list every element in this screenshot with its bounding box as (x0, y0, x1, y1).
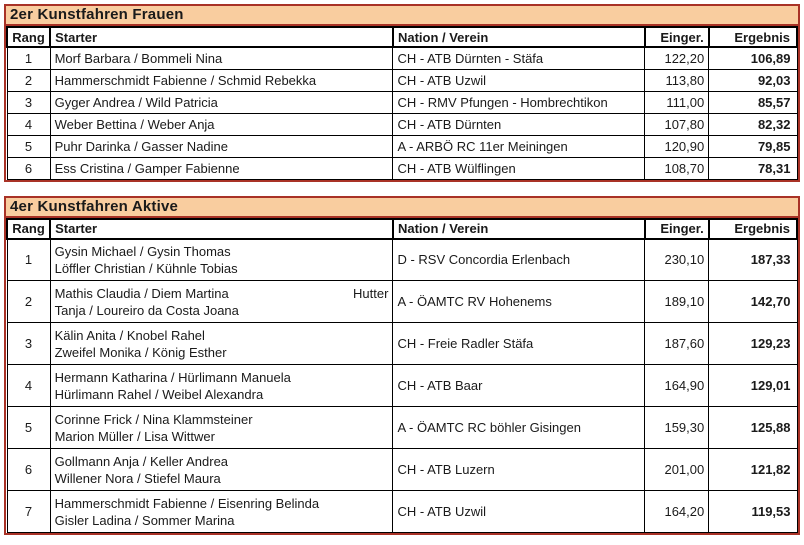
starter-cell (50, 239, 393, 281)
section-title: 4er Kunstfahren Aktive (10, 197, 179, 215)
nation-cell: CH - Freie Radler Stäfa (393, 323, 645, 365)
starter-line: Löffler Christian / Kühnle Tobias (54, 260, 238, 276)
col-header-nation: Nation / Verein (393, 219, 645, 239)
nation-cell: A - ARBÖ RC 11er Meiningen (393, 135, 645, 157)
nation-cell: CH - ATB Uzwil (393, 491, 645, 533)
rank-cell: 2 (7, 281, 50, 323)
entered-score-cell: 108,70 (645, 157, 709, 179)
starter-line: Hammerschmidt Fabienne / Schmid Rebekka (54, 72, 317, 88)
col-header-starter: Starter (50, 219, 393, 239)
rank-cell: 5 (7, 407, 50, 449)
table-row (7, 449, 797, 491)
rank-cell: 4 (7, 365, 50, 407)
result-score-cell: 106,89 (709, 47, 797, 69)
rank-cell: 3 (7, 91, 50, 113)
entered-score-cell: 113,80 (645, 69, 709, 91)
starter-line: Gyger Andrea / Wild Patricia (54, 94, 218, 110)
result-score-cell: 129,01 (709, 365, 797, 407)
entered-score-cell: 164,90 (645, 365, 709, 407)
nation-cell: A - ÖAMTC RC böhler Gisingen (393, 407, 645, 449)
starter-cell (50, 157, 393, 179)
table-row (7, 407, 797, 449)
nation-cell: CH - ATB Baar (393, 365, 645, 407)
entered-score-cell: 111,00 (645, 91, 709, 113)
starter-line: Corinne Frick / Nina Klammsteiner (54, 411, 253, 427)
section-title-bar (4, 196, 800, 218)
starter-line: Gysin Michael / Gysin Thomas (54, 243, 231, 259)
col-header-ergebnis: Ergebnis (709, 27, 797, 47)
results-table-4er-aktive (4, 196, 800, 536)
table-row (7, 239, 797, 281)
table-header-row (7, 219, 797, 239)
table-row (7, 47, 797, 69)
result-score-cell: 187,33 (709, 239, 797, 281)
nation-cell: CH - ATB Uzwil (393, 69, 645, 91)
starter-cell (50, 365, 393, 407)
results-grid (4, 26, 800, 182)
rank-cell: 2 (7, 69, 50, 91)
rank-cell: 5 (7, 135, 50, 157)
nation-cell: CH - ATB Dürnten - Stäfa (393, 47, 645, 69)
col-header-einger: Einger. (645, 219, 709, 239)
results-table (6, 218, 798, 534)
entered-score-cell: 159,30 (645, 407, 709, 449)
rank-cell: 1 (7, 239, 50, 281)
table-row (7, 113, 797, 135)
starter-line: Zweifel Monika / König Esther (54, 344, 227, 360)
table-row (7, 491, 797, 533)
entered-score-cell: 107,80 (645, 113, 709, 135)
starter-line: Weber Bettina / Weber Anja (54, 116, 215, 132)
starter-line: Kälin Anita / Knobel Rahel (54, 327, 205, 343)
result-score-cell: 85,57 (709, 91, 797, 113)
rank-cell: 6 (7, 157, 50, 179)
rank-cell: 7 (7, 491, 50, 533)
rank-cell: 6 (7, 449, 50, 491)
starter-line: Marion Müller / Lisa Wittwer (54, 428, 215, 444)
result-score-cell: 92,03 (709, 69, 797, 91)
result-score-cell: 129,23 (709, 323, 797, 365)
results-table (6, 26, 798, 180)
entered-score-cell: 230,10 (645, 239, 709, 281)
col-header-rang: Rang (7, 27, 50, 47)
nation-cell: CH - ATB Wülflingen (393, 157, 645, 179)
table-row (7, 365, 797, 407)
result-score-cell: 82,32 (709, 113, 797, 135)
result-score-cell: 79,85 (709, 135, 797, 157)
table-row (7, 91, 797, 113)
col-header-ergebnis: Ergebnis (709, 219, 797, 239)
starter-line: Willener Nora / Stiefel Maura (54, 470, 221, 486)
result-score-cell: 142,70 (709, 281, 797, 323)
starter-cell (50, 491, 393, 533)
starter-cell (50, 281, 393, 323)
nation-cell: D - RSV Concordia Erlenbach (393, 239, 645, 281)
starter-line: Hammerschmidt Fabienne / Eisenring Belinda (54, 495, 320, 511)
rank-cell: 4 (7, 113, 50, 135)
starter-line: Gisler Ladina / Sommer Marina (54, 512, 235, 528)
starter-cell (50, 449, 393, 491)
starter-line: Mathis Claudia / Diem Martina Hutter (54, 285, 389, 301)
starter-line: Morf Barbara / Bommeli Nina (54, 50, 223, 66)
section-title-bar (4, 4, 800, 26)
table-row (7, 69, 797, 91)
entered-score-cell: 164,20 (645, 491, 709, 533)
entered-score-cell: 189,10 (645, 281, 709, 323)
table-row (7, 281, 797, 323)
entered-score-cell: 201,00 (645, 449, 709, 491)
rank-cell: 3 (7, 323, 50, 365)
table-header-row (7, 27, 797, 47)
starter-line: Hermann Katharina / Hürlimann Manuela (54, 369, 291, 385)
starter-cell (50, 69, 393, 91)
result-score-cell: 125,88 (709, 407, 797, 449)
starter-cell (50, 407, 393, 449)
starter-cell (50, 323, 393, 365)
nation-cell: CH - ATB Dürnten (393, 113, 645, 135)
result-score-cell: 121,82 (709, 449, 797, 491)
starter-line: Gollmann Anja / Keller Andrea (54, 453, 229, 469)
nation-cell: CH - ATB Luzern (393, 449, 645, 491)
col-header-einger: Einger. (645, 27, 709, 47)
starter-line: Ess Cristina / Gamper Fabienne (54, 160, 240, 176)
section-title: 2er Kunstfahren Frauen (10, 6, 184, 23)
starter-line: Tanja / Loureiro da Costa Joana (54, 302, 239, 318)
entered-score-cell: 122,20 (645, 47, 709, 69)
table-row (7, 135, 797, 157)
entered-score-cell: 187,60 (645, 323, 709, 365)
starter-cell (50, 47, 393, 69)
starter-cell (50, 135, 393, 157)
result-score-cell: 119,53 (709, 491, 797, 533)
col-header-starter: Starter (50, 27, 393, 47)
rank-cell: 1 (7, 47, 50, 69)
starter-cell (50, 91, 393, 113)
starter-line: Hürlimann Rahel / Weibel Alexandra (54, 386, 264, 402)
table-row (7, 157, 797, 179)
nation-cell: A - ÖAMTC RV Hohenems (393, 281, 645, 323)
results-grid (4, 218, 800, 536)
col-header-nation: Nation / Verein (393, 27, 645, 47)
entered-score-cell: 120,90 (645, 135, 709, 157)
starter-cell (50, 113, 393, 135)
nation-cell: CH - RMV Pfungen - Hombrechtikon (393, 91, 645, 113)
results-table-2er-frauen (4, 4, 800, 182)
starter-line: Puhr Darinka / Gasser Nadine (54, 138, 229, 154)
col-header-rang: Rang (7, 219, 50, 239)
result-score-cell: 78,31 (709, 157, 797, 179)
table-row (7, 323, 797, 365)
